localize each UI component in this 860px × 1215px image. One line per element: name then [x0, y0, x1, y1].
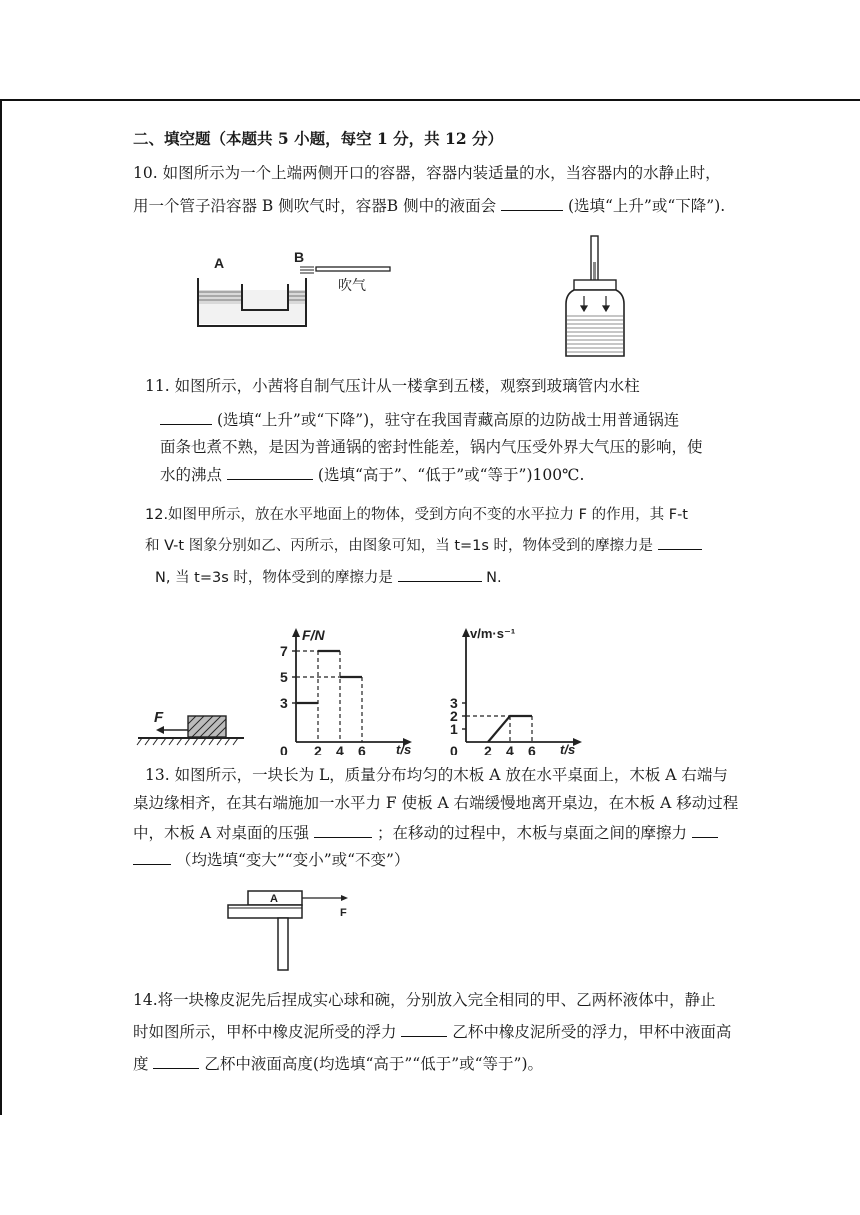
q12-text-b: N, 当 t=3s 时，物体受到的摩擦力是	[155, 570, 393, 586]
q12-vt-chart	[440, 620, 590, 755]
q14-text-b: 乙杯中橡皮泥所受的浮力，甲杯中液面高	[452, 1023, 732, 1041]
q13-board-figure	[222, 885, 362, 975]
q13-answer-blank-2b[interactable]	[133, 850, 171, 865]
q12-answer-blank-2[interactable]	[398, 567, 482, 582]
section-heading: 二、填空题（本题共 5 小题，每空 1 分，共 12 分）	[133, 129, 504, 148]
q11-text-b: (选填“上升”或“下降”)，驻守在我国青藏高原的边防战士用普通锅连	[216, 411, 680, 429]
q12-block-figure	[136, 700, 248, 748]
q14-text-d: 乙杯中液面高度(均选填“高于”“低于”或“等于”)。	[204, 1055, 544, 1073]
q10-label-a: A	[214, 255, 225, 271]
q12-line-2	[145, 535, 702, 556]
q11-barometer-figure	[560, 232, 632, 362]
q11-text-c: 水的沸点	[160, 466, 223, 484]
q10-line-2	[133, 196, 725, 216]
q10-label-b: B	[294, 249, 305, 265]
q13-text-a: 中，木板 A 对桌面的压强	[133, 824, 310, 842]
vt-xtick: 6	[528, 743, 536, 755]
vt-xtick: 0	[450, 743, 458, 755]
q11-text-d: (选填“高于”、“低于”或“等于”)100℃.	[317, 466, 585, 484]
q10-text-a: 用一个管子沿容器 B 侧吹气时，容器B 侧中的液面会	[133, 197, 497, 215]
q12-text-c: N.	[486, 570, 502, 586]
q10-text-b: (选填“上升”或“下降”).	[567, 197, 726, 215]
q10-container-figure	[190, 248, 400, 330]
q11-line-1: 11. 如图所示，小茜将自制气压计从一楼拿到五楼，观察到玻璃管内水柱	[145, 377, 640, 395]
ft-ytick: 5	[280, 669, 288, 685]
q14-text-a: 时如图所示，甲杯中橡皮泥所受的浮力	[133, 1023, 397, 1041]
ft-xtick: 2	[314, 743, 322, 755]
q12-line-1: 12.如图甲所示，放在水平地面上的物体，受到方向不变的水平拉力 F 的作用，其 F-t	[145, 507, 688, 523]
q14-line-1: 14.将一块橡皮泥先后捏成实心球和碗，分别放入完全相同的甲、乙两杯液体中，静止	[133, 991, 716, 1009]
vt-ytick: 2	[450, 708, 458, 724]
vt-xtick: 2	[484, 743, 492, 755]
ft-ytick: 3	[280, 695, 288, 711]
q13-line-4	[133, 850, 409, 870]
vt-ytick: 3	[450, 695, 458, 711]
q13-label-a: A	[270, 893, 278, 905]
q11-answer-blank-2[interactable]	[227, 465, 313, 480]
vt-xtick: 4	[506, 743, 514, 755]
ft-xtick: 4	[336, 743, 344, 755]
vt-ytick: 1	[450, 721, 458, 737]
ft-xtick: 6	[358, 743, 366, 755]
q14-line-2	[133, 1022, 731, 1042]
q14-line-3	[133, 1054, 543, 1074]
q10-line-1: 10. 如图所示为一个上端两侧开口的容器，容器内装适量的水，当容器内的水静止时，	[133, 164, 721, 182]
ft-ytick: 7	[280, 643, 288, 659]
ft-y-label: F/N	[302, 627, 325, 643]
q14-answer-blank-1[interactable]	[401, 1022, 447, 1037]
q13-text-b: ；在移动的过程中，木板与桌面之间的摩擦力	[376, 824, 687, 842]
q13-answer-blank-2a[interactable]	[692, 823, 718, 838]
q13-text-c: （均选填“变大”“变小”或“不变”）	[175, 851, 410, 869]
ft-x-label: t/s	[396, 742, 412, 755]
q13-line-3	[133, 823, 718, 843]
q11-line-3: 面条也煮不熟，是因为普通锅的密封性能差，锅内气压受外界大气压的影响，使	[160, 438, 703, 456]
q14-text-c: 度	[133, 1055, 149, 1073]
q10-label-blow: 吹气	[338, 277, 366, 293]
vt-y-label: v/m·s⁻¹	[470, 626, 516, 641]
q13-line-2: 桌边缘相齐，在其右端施加一水平力 F 使板 A 右端缓慢地离开桌边，在木板 A 移动过程	[133, 794, 739, 812]
q13-label-f: F	[340, 907, 347, 919]
page-top-border	[0, 99, 860, 101]
q11-line-2	[160, 410, 679, 430]
q12-force-label: F	[154, 709, 164, 726]
q11-answer-blank-1[interactable]	[160, 410, 212, 425]
q12-answer-blank-1[interactable]	[658, 535, 702, 550]
q11-line-4	[160, 465, 584, 485]
q13-answer-blank-1[interactable]	[314, 823, 372, 838]
q13-line-1: 13. 如图所示，一块长为 L，质量分布均匀的木板 A 放在水平桌面上，木板 A 右端与	[145, 766, 728, 784]
q12-ft-chart	[270, 620, 420, 755]
vt-x-label: t/s	[560, 742, 576, 755]
q14-answer-blank-2[interactable]	[153, 1054, 199, 1069]
q12-line-3	[155, 567, 502, 588]
ft-xtick: 0	[280, 743, 288, 755]
page-left-border	[0, 100, 2, 1115]
q10-answer-blank[interactable]	[501, 196, 563, 211]
q12-text-a: 和 V-t 图象分别如乙、丙所示，由图象可知，当 t=1s 时，物体受到的摩擦力是	[145, 538, 654, 554]
